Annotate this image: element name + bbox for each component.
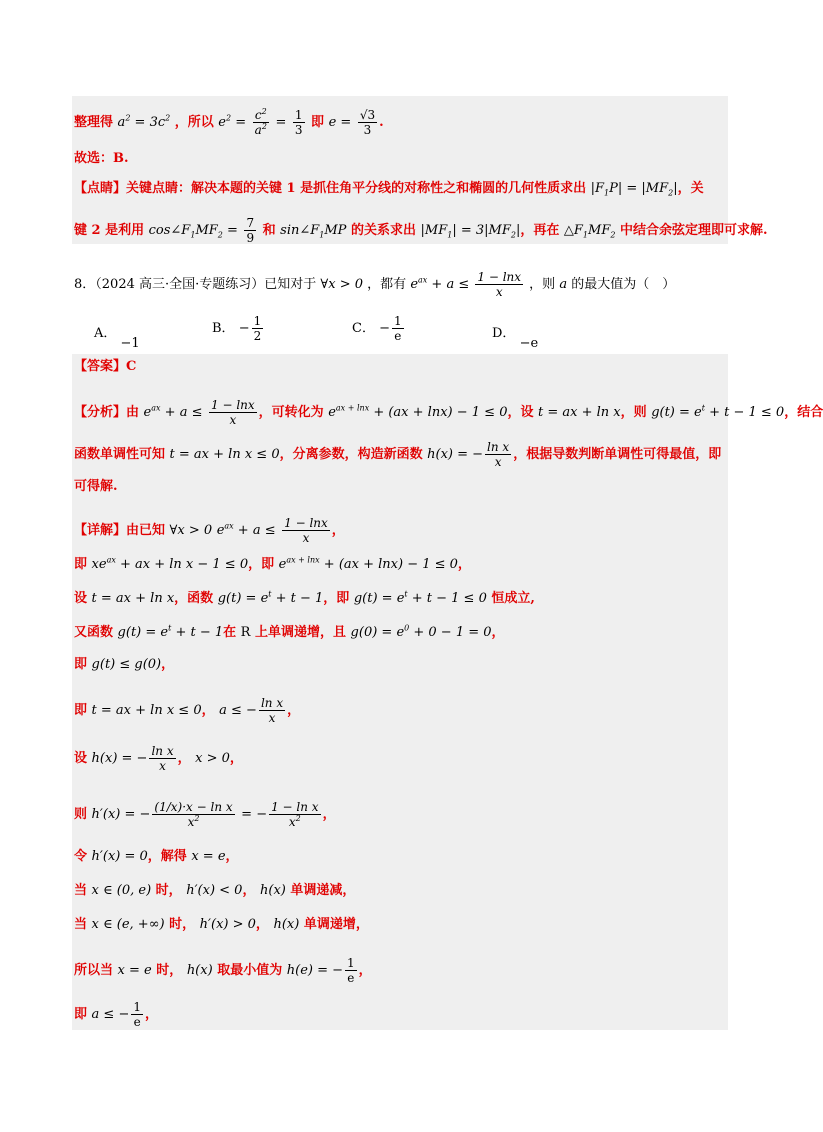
step-1: 即 $xe^{ax}$ + ax + ln x − 1 ≤ 0，即 $e^{ax + lnx} + (ax + \ln x) - 1 \le 0$， bbox=[74, 555, 471, 572]
text: 当 bbox=[74, 883, 88, 898]
text: ，分离参数，构造新函数 bbox=[279, 447, 423, 462]
text: 令 bbox=[74, 849, 88, 864]
text: 设 bbox=[74, 751, 88, 766]
text: ， bbox=[229, 751, 243, 766]
text: ， bbox=[242, 883, 256, 898]
text: ，则 bbox=[529, 277, 556, 292]
text: 所以当 bbox=[74, 963, 114, 978]
text: ， bbox=[457, 557, 471, 572]
text: 的最大值为（ ） bbox=[571, 277, 676, 292]
text: ， bbox=[331, 523, 345, 538]
top-line-3: 【点睛】关键点睛：解决本题的关键 1 是抓住角平分线的对称性之和椭圆的几何性质求出 $|F_1P| = |MF_2|$，关 bbox=[74, 181, 704, 198]
text: 即 bbox=[74, 703, 88, 718]
text: ， bbox=[161, 657, 175, 672]
step-4: 即 g(t) ≤ g(0)， bbox=[74, 657, 175, 672]
text: 【分析】由 bbox=[74, 405, 140, 420]
text: ， bbox=[491, 625, 505, 640]
text: 在 bbox=[223, 625, 237, 640]
text: ， bbox=[145, 1007, 159, 1022]
text: 单调递减， bbox=[290, 883, 356, 898]
option-label: C． bbox=[352, 321, 375, 336]
text: 即 bbox=[74, 1007, 88, 1022]
text: ，解得 bbox=[147, 849, 187, 864]
answer-line: 【答案】C bbox=[74, 359, 137, 374]
text: 【点睛】关键点睛：解决本题的关键 1 是抓住角平分线的对称性之和椭圆的几何性质求出 bbox=[74, 181, 587, 196]
step-11: 所以当 x = e 时， h(x) 取最小值为 h(e) = − $\frac{1}{e}$ ， bbox=[74, 956, 372, 985]
option-label: A． bbox=[94, 326, 117, 341]
text: ，即 bbox=[323, 591, 350, 606]
text: 和 bbox=[262, 223, 276, 238]
text: 上单调递增，且 bbox=[255, 625, 347, 640]
text: . bbox=[379, 115, 384, 130]
option-d: D． −e bbox=[492, 326, 539, 351]
text: ，即 bbox=[248, 557, 275, 572]
text: 又函数 bbox=[74, 625, 114, 640]
text: ，再在 bbox=[520, 223, 560, 238]
text: 当 bbox=[74, 917, 88, 932]
top-line-1: 整理得 $a^2 = 3c^2$ ，所以 $e^2$ = $\frac{c^2}{a^2}$ = $\frac{1}{3}$ 即 e = $\frac{√3}{3}$ . bbox=[74, 107, 384, 137]
text: 恒成立, bbox=[491, 591, 535, 606]
step-9: 当 x ∈ (0, e) 时， h′(x) < 0， h(x) 单调递减， bbox=[74, 883, 356, 898]
text: ，关 bbox=[677, 181, 704, 196]
step-5: 即 t = ax + ln x ≤ 0， a ≤ − $\frac{\text{ln x}}{x}$ ， bbox=[74, 696, 301, 725]
text: ，则 bbox=[620, 405, 647, 420]
text: ，都有 bbox=[367, 277, 407, 292]
step-7: 则 h′(x) = − $\frac{\text{(1/x)·x − ln x}}{x^2}$ = − $\frac{\text{1 − ln x}}{x^2}$ ， bbox=[74, 800, 336, 829]
text: 8．（2024 高三·全国·专题练习）已知对于 bbox=[74, 277, 317, 292]
step-8: 令 h′(x) = 0，解得 x = e， bbox=[74, 849, 239, 864]
text: ， bbox=[177, 751, 191, 766]
text: 则 bbox=[74, 807, 88, 822]
text: 中结合余弦定理即可求解. bbox=[619, 223, 768, 238]
top-line-4: 键 2 是利用 $\cos\angle F_1MF_2$ = $\frac{7}{9}$ 和 $\sin\angle F_1MP$ 的关系求出 $|MF_1| = 3|MF_2|$，再在 $\triangle F_1MF_2$ 中结合余弦定理即可求解. bbox=[74, 216, 768, 245]
text: 即 bbox=[74, 557, 88, 572]
text: ，根据导数判断单调性可得最值，即 bbox=[513, 447, 722, 462]
text: ，结合 bbox=[784, 405, 823, 420]
text: 时， bbox=[169, 917, 196, 932]
step-3: 又函数 $g(t) = e^t + t - 1$在 R 上单调递增，且 $g(0) = e^0 + 0 - 1 = 0$， bbox=[74, 623, 505, 640]
top-line-2: 故选：B. bbox=[74, 151, 129, 166]
option-b: B． − $\frac{1}{2}$ bbox=[212, 314, 262, 343]
analysis-line-1: 【分析】由 $e^{ax} + a$ ≤ $\frac{1 - \ln x}{x}$ ，可转化为 $e^{ax + lnx} + (ax + \ln x) - 1 \le 0$，设 t = ax + ln x，则 $g(t) = e^t + t - 1 \le 0$，结合 bbox=[74, 398, 823, 427]
text: ， bbox=[255, 917, 269, 932]
text: ， bbox=[358, 963, 372, 978]
text: ，函数 bbox=[174, 591, 214, 606]
option-c: C． − $\frac{1}{e}$ bbox=[352, 314, 402, 343]
text: 【详解】由已知 bbox=[74, 523, 166, 538]
text: ， bbox=[322, 807, 336, 822]
text: 时， bbox=[155, 883, 182, 898]
text: 的关系求出 bbox=[350, 223, 416, 238]
analysis-line-2: 函数单调性可知 t = ax + ln x ≤ 0，分离参数，构造新函数 h(x) = − $\frac{\text{ln x}}{x}$ ，根据导数判断单调性可得最值，即 bbox=[74, 440, 722, 469]
text: ， bbox=[225, 849, 239, 864]
step-2: 设 t = ax + ln x，函数 $g(t) = e^t + t - 1$，即 $g(t) = e^t + t - 1 \le 0$ 恒成立, bbox=[74, 589, 535, 606]
step-6: 设 h(x) = − $\frac{\text{ln x}}{x}$ ， x > 0， bbox=[74, 744, 243, 773]
step-10: 当 x ∈ (e, +∞) 时， h′(x) > 0， h(x) 单调递增， bbox=[74, 917, 369, 932]
text: 整理得 bbox=[74, 115, 114, 130]
question-8: 8．（2024 高三·全国·专题练习）已知对于 ∀x > 0 ，都有 $e^{ax} + a$ ≤ $\frac{1 - \ln x}{x}$ ，则 a 的最大值为（ ） bbox=[74, 270, 676, 299]
text: ，设 bbox=[507, 405, 534, 420]
text: 时， bbox=[156, 963, 183, 978]
option-a: A． −1 bbox=[94, 326, 140, 351]
text: 即 bbox=[311, 115, 325, 130]
analysis-line-3: 可得解. bbox=[74, 479, 118, 494]
detail-line: 【详解】由已知 ∀x > 0 $e^{ax} + a$ ≤ $\frac{1 - \ln x}{x}$ ， bbox=[74, 516, 345, 545]
text: ，所以 bbox=[174, 115, 214, 130]
text: 设 bbox=[74, 591, 88, 606]
text: ，可转化为 bbox=[258, 405, 324, 420]
step-12: 即 a ≤ − $\frac{1}{e}$ ， bbox=[74, 1000, 159, 1029]
option-label: D． bbox=[492, 326, 516, 341]
text: ， bbox=[201, 703, 215, 718]
text: 即 bbox=[74, 657, 88, 672]
text: 函数单调性可知 bbox=[74, 447, 166, 462]
text: 单调递增， bbox=[303, 917, 369, 932]
text: ， bbox=[287, 703, 301, 718]
option-label: B． bbox=[212, 321, 235, 336]
text: 取最小值为 bbox=[217, 963, 283, 978]
text: 键 2 是利用 bbox=[74, 223, 145, 238]
